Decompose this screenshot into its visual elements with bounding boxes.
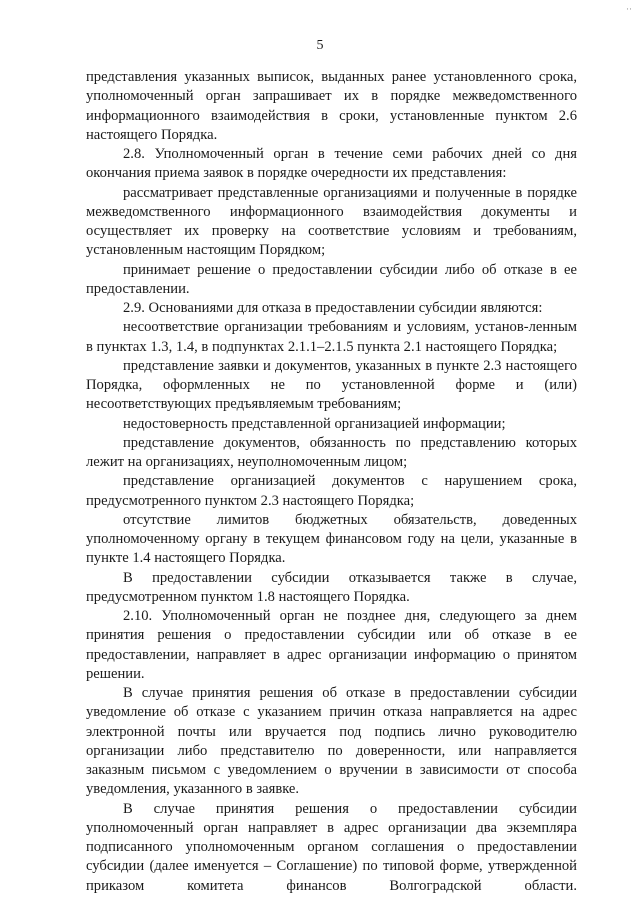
paragraph-3: принимает решение о предоставлении субсидии либо об отказе в ее предоставлении. — [86, 261, 577, 297]
paragraph-5: несоответствие организации требованиям и условиям, установ-ленным в пунктах 1.3, 1.4, в подпунктах 2.1.1–2.1.5 пункта 2.1 настоящего Порядка; — [86, 319, 577, 355]
paragraph-14: В случае принятия решения о предоставлении субсидии уполномоченный орган направляет в адрес организации два экземпляра подписанного уполномоченным органом соглашения о предоставлении субсидии (далее именуется – Соглашение) по типовой форме, утвержденной приказом комитета финансов Волгоградской области. — [86, 800, 577, 894]
corner-mark: ·· — [626, 4, 632, 14]
paragraph-4: 2.9. Основаниями для отказа в предоставлении субсидии являются: — [123, 300, 543, 316]
paragraph-12: 2.10. Уполномоченный орган не позднее дня, следующего за днем принятия решения о предоставлении субсидии или об отказе в ее предоставлении, направляет в адрес организации информацию о принятом решении. — [86, 608, 577, 682]
paragraph-1: 2.8. Уполномоченный орган в течение семи рабочих дней со дня окончания приема заявок в порядке очередности их представления: — [86, 146, 577, 182]
paragraph-10: отсутствие лимитов бюджетных обязательств, доведенных уполномоченному органу в текущем финансовом году на цели, указанные в пункте 1.4 настоящего Порядка. — [86, 511, 577, 567]
paragraph-7: недостоверность представленной организацией информации; — [123, 415, 506, 432]
page-number: 5 — [316, 38, 324, 53]
paragraph-11: В предоставлении субсидии отказывается также в случае, предусмотренном пунктом 1.8 настоящего Порядка. — [86, 569, 577, 605]
paragraph-8: представление документов, обязанность по представлению которых лежит на организациях, неуполномоченным лицом; — [86, 434, 577, 470]
paragraph-13: В случае принятия решения об отказе в предоставлении субсидии уведомление об отказе с указанием причин отказа направляется на адрес электронной почты или вручается под подпись лично руководителю организации либо представителю по доверенности, или направляется заказным письмом с уведомлением о вручении в зависимости от способа уведомления, указанного в заявке. — [86, 685, 577, 798]
paragraph-2: рассматривает представленные организациями и полученные в порядке межведомственного информационного взаимодействия документы и осуществляет их проверку на соответствие условиям и требованиям, установленным настоящим Порядком; — [86, 184, 577, 259]
paragraph-0: представления указанных выписок, выданных ранее установленного срока, уполномоченный орган запрашивает их в порядке межведомственного информационного взаимодействия в сроки, установленные пунктом 2.6 настоящего Порядка. — [86, 69, 577, 143]
paragraph-6: представление заявки и документов, указанных в пункте 2.3 настоящего Порядка, оформленных не по установленной форме и (или) несоответствующих предъявляемым требованиям; — [86, 357, 577, 413]
paragraph-9: представление организацией документов с нарушением срока, предусмотренного пунктом 2.3 настоящего Порядка; — [86, 473, 577, 509]
document-body — [86, 68, 577, 896]
